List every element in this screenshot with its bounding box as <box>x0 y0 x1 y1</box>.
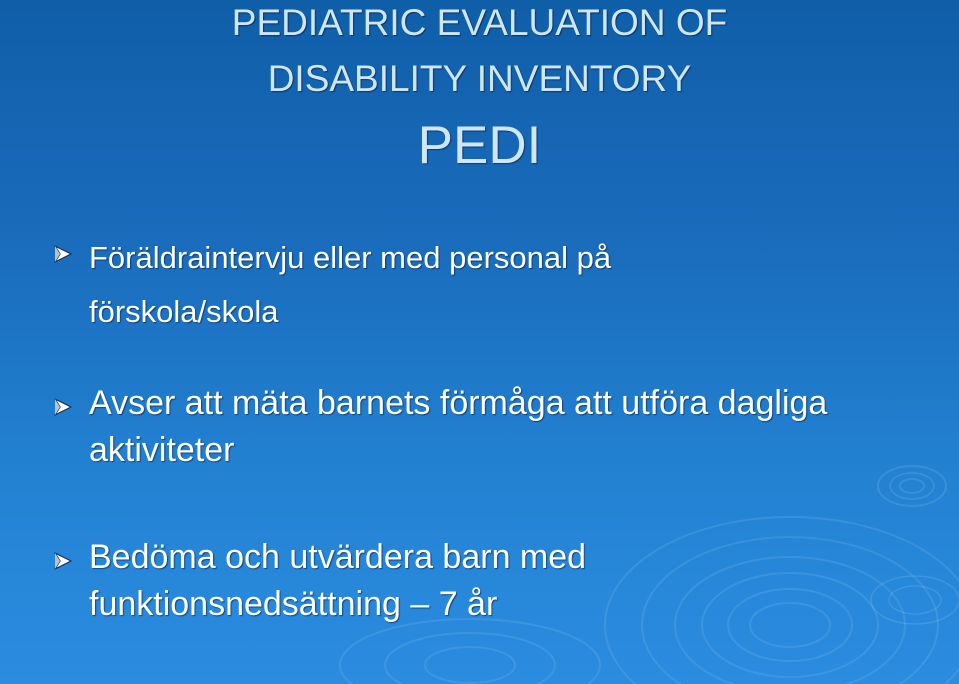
bullet-text <box>89 534 949 628</box>
bullet-line: förskola/skola <box>89 294 279 329</box>
bullet-text <box>89 380 949 474</box>
bullet-line: Föräldraintervju eller med personal på <box>89 240 612 275</box>
bullet-text <box>89 231 949 339</box>
bullet-line: funktionsnedsättning – 7 år <box>89 585 498 623</box>
arrow-bullet-icon <box>53 244 73 264</box>
title-abbreviation: PEDI <box>417 116 542 175</box>
arrow-bullet-icon <box>53 551 73 571</box>
title-line-1: PEDIATRIC EVALUATION OF <box>231 2 728 43</box>
title-line-2: DISABILITY INVENTORY <box>267 58 692 99</box>
bullet-line: Bedöma och utvärdera barn med <box>89 538 587 576</box>
bullet-line: aktiviteter <box>89 431 235 469</box>
bullet-line: Avser att mäta barnets förmåga att utföra dagliga <box>89 384 828 422</box>
arrow-bullet-icon <box>53 397 73 417</box>
